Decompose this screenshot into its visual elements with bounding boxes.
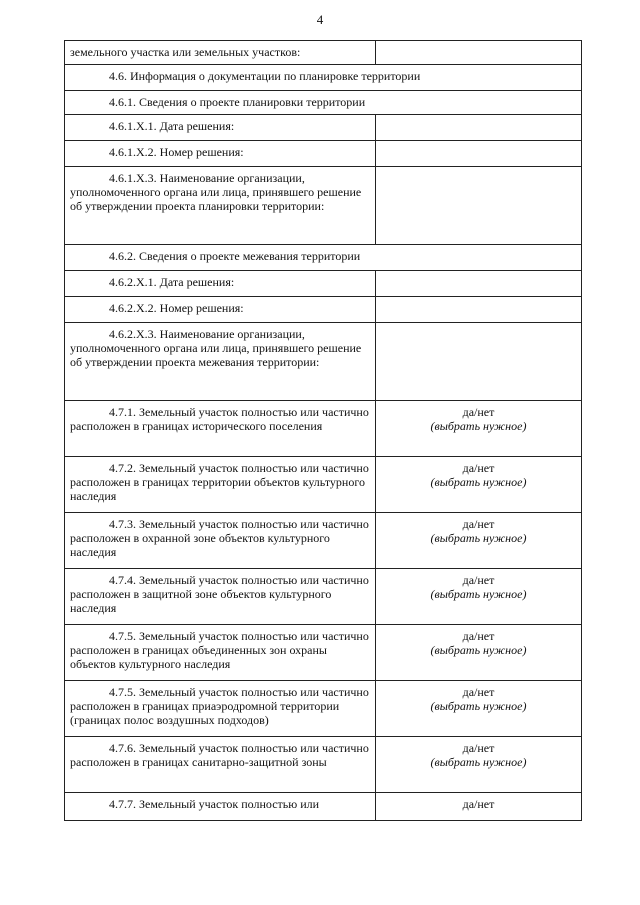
table-row [65,737,582,793]
choice-hint: (выбрать нужное) [430,419,527,433]
row-value-field[interactable] [376,271,582,297]
row-label [65,115,376,141]
page-number: 4 [316,12,324,27]
table-row [65,297,582,323]
choice-hint: (выбрать нужное) [430,531,527,545]
yes-no-option[interactable]: да/нет [462,405,495,419]
row-label-text: 4.7.5. Земельный участок полностью или частично расположен в границах объединенных зон охраны объектов культурного наследия [70,629,369,671]
section-row [65,91,582,115]
yes-no-option[interactable]: да/нет [462,685,495,699]
yes-no-choice[interactable] [376,401,582,457]
table-row [65,793,582,821]
row-label [65,569,376,625]
table-row [65,457,582,513]
table-row [65,167,582,245]
table-row [65,681,582,737]
yes-no-choice[interactable] [376,513,582,569]
table-row [65,115,582,141]
table-row [65,41,582,65]
row-value-field[interactable] [376,167,582,245]
table-row [65,323,582,401]
yes-no-choice[interactable] [376,737,582,793]
row-label-text: 4.6.1.Х.3. Наименование организации, уполномоченного органа или лица, принявшего решение об утверждении проекта планировки территории: [70,171,362,213]
table-row [65,141,582,167]
row-label [65,513,376,569]
row-label-text: 4.6.1.Х.2. Номер решения: [109,145,244,159]
row-label [65,681,376,737]
row-label [65,271,376,297]
yes-no-choice[interactable] [376,457,582,513]
row-label-text: 4.6.1.Х.1. Дата решения: [109,119,235,133]
row-label-text: 4.7.4. Земельный участок полностью или частично расположен в защитной зоне объектов культурного наследия [70,573,369,615]
choice-hint: (выбрать нужное) [430,475,527,489]
yes-no-option[interactable]: да/нет [462,517,495,531]
choice-hint: (выбрать нужное) [430,755,527,769]
row-value-field[interactable] [376,323,582,401]
table-row [65,513,582,569]
row-label [65,793,376,821]
form-table [64,40,582,821]
table-row [65,569,582,625]
row-label-text: 4.7.6. Земельный участок полностью или частично расположен в границах санитарно-защитной зоны [70,741,369,769]
choice-hint: (выбрать нужное) [430,587,527,601]
row-label [65,323,376,401]
table-row [65,271,582,297]
section-row [65,245,582,271]
row-label [65,401,376,457]
yes-no-option[interactable]: да/нет [462,741,495,755]
row-value-field[interactable] [376,297,582,323]
row-label [65,167,376,245]
yes-no-choice[interactable] [376,793,582,821]
row-label [65,737,376,793]
yes-no-option[interactable]: да/нет [462,797,495,811]
row-label-text: 4.7.1. Земельный участок полностью или частично расположен в границах исторического поселения [70,405,369,433]
row-label-text: 4.7.2. Земельный участок полностью или частично расположен в границах территории объектов культурного наследия [70,461,369,503]
row-label-text: 4.6.2.Х.1. Дата решения: [109,275,235,289]
yes-no-option[interactable]: да/нет [462,629,495,643]
row-label [65,457,376,513]
section-heading: 4.6. Информация о документации по планировке территории [65,65,582,91]
row-label-text: 4.7.7. Земельный участок полностью или [109,797,320,811]
row-label-text: 4.7.5. Земельный участок полностью или частично расположен в границах приаэродромной территории (границах полос воздушных подходов) [70,685,369,727]
section-row [65,65,582,91]
row-label-text: 4.6.2.Х.2. Номер решения: [109,301,244,315]
choice-hint: (выбрать нужное) [430,699,527,713]
row-label [65,297,376,323]
row-label [65,625,376,681]
row-label-text: 4.7.3. Земельный участок полностью или частично расположен в охранной зоне объектов культурного наследия [70,517,369,559]
yes-no-choice[interactable] [376,681,582,737]
choice-hint: (выбрать нужное) [430,643,527,657]
row-value-field[interactable] [376,115,582,141]
yes-no-option[interactable]: да/нет [462,573,495,587]
row-value-field[interactable] [376,41,582,65]
table-row [65,625,582,681]
yes-no-choice[interactable] [376,569,582,625]
yes-no-choice[interactable] [376,625,582,681]
section-heading: 4.6.1. Сведения о проекте планировки территории [65,91,582,115]
row-label [65,141,376,167]
yes-no-option[interactable]: да/нет [462,461,495,475]
row-value-field[interactable] [376,141,582,167]
section-heading: 4.6.2. Сведения о проекте межевания территории [65,245,582,271]
row-label-text: 4.6.2.Х.3. Наименование организации, уполномоченного органа или лица, принявшего решение об утверждении проекта межевания территории: [70,327,362,369]
table-row [65,401,582,457]
row-label: земельного участка или земельных участков: [65,41,376,65]
